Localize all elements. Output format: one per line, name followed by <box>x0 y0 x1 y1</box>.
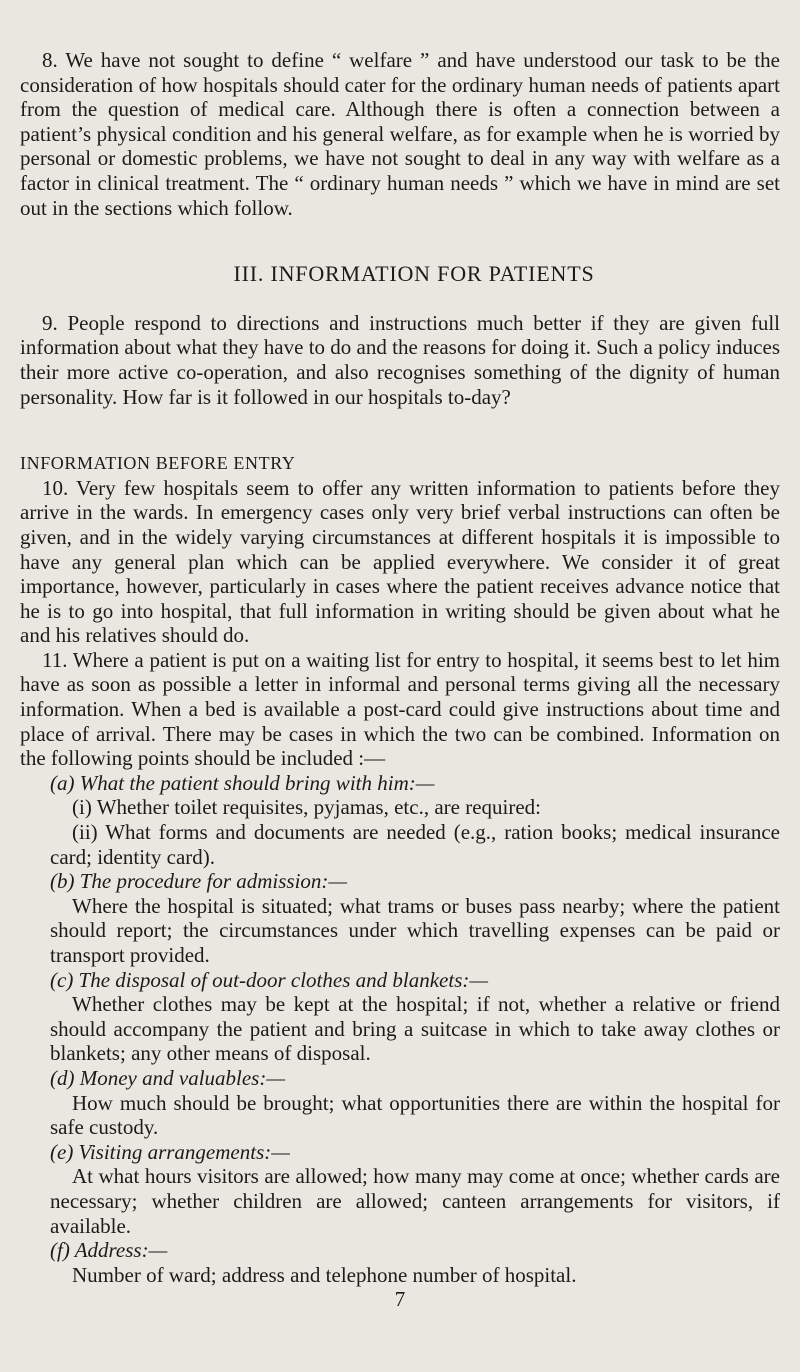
item-d-title: (d) Money and valuables:— <box>50 1065 286 1090</box>
item-a-line-ii: (ii) What forms and documents are needed (e.g., ration books; medical insurance card; identity card). <box>50 820 780 869</box>
item-a-line-i: (i) Whether toilet requisites, pyjamas, etc., are required: <box>72 795 542 820</box>
item-f-title: (f) Address:— <box>50 1238 168 1263</box>
item-d-text: How much should be brought; what opportunities there are within the hospital for safe custody. <box>50 1090 780 1140</box>
item-f-text: Number of ward; address and telephone number of hospital. <box>72 1262 577 1287</box>
paragraph-10: 10. Very few hospitals seem to offer any written information to patients before they arrive in the wards. In emergency cases only very brief verbal instructions can often be given, and in the widely varying circumstances at different hospitals it is impossible to have any general plan which can be applied everywhere. We consider it of great importance, however, particularly in cases where the patient receives advance notice that he is to go into hospital, that full information in writing should be given about what he and his relatives should do. <box>20 475 780 648</box>
item-title <box>50 1238 780 1263</box>
item-title <box>50 1066 780 1091</box>
paragraph-9: 9. People respond to directions and instructions much better if they are given full information about what they have to do and the reasons for doing it. Such a policy induces their more active co-operation, and also recognises something of the dignity of human personality. How far is it followed in our hospitals to-day? <box>20 310 780 409</box>
item-b-title: (b) The procedure for admission:— <box>50 869 348 894</box>
item-b <box>20 869 780 967</box>
item-e-text: At what hours visitors are allowed; how many may come at once; whether cards are necessary; whether children are allowed; canteen arrangements for visitors, if available. <box>50 1164 780 1238</box>
item-d <box>20 1066 780 1140</box>
item-title <box>50 771 780 796</box>
item-e-title: (e) Visiting arrangements:— <box>50 1139 290 1164</box>
paragraph-8: 8. We have not sought to define “ welfare ” and have understood our task to be the consideration of how hospitals should cater for the ordinary human needs of patients apart from the question of medical care. Although there is often a connection between a patient’s physical condition and his general welfare, as for example when he is worried by personal or domestic problems, we have not sought to deal in any way with welfare as a factor in clinical treatment. The “ ordinary human needs ” which we have in mind are set out in the sections which follow. <box>20 48 780 220</box>
item-b-text: Where the hospital is situated; what trams or buses pass nearby; where the patient should report; the circumstances under which travelling expenses can be paid or transport provided. <box>50 893 780 967</box>
item-f <box>20 1238 780 1287</box>
item-c-text: Whether clothes may be kept at the hospital; if not, whether a relative or friend should accompany the patient and bring a suitcase in which to take away clothes or blankets; any other means of disposal. <box>50 992 780 1066</box>
item-title <box>50 869 780 894</box>
item-e <box>20 1140 780 1238</box>
section-heading: III. INFORMATION FOR PATIENTS <box>233 261 595 287</box>
item-title <box>50 968 780 993</box>
item-title <box>50 1140 780 1165</box>
page-number: 7 <box>394 1287 406 1312</box>
item-c <box>20 968 780 1066</box>
item-c-title: (c) The disposal of out-door clothes and blankets:— <box>50 967 489 992</box>
item-a <box>20 771 780 869</box>
subheading-information-before-entry: INFORMATION BEFORE ENTRY <box>20 453 296 474</box>
paragraph-11: 11. Where a patient is put on a waiting list for entry to hospital, it seems best to let him have as soon as possible a letter in informal and personal terms giving all the necessary information. When a bed is available a post-card could give instructions about time and place of arrival. There may be cases in which the two can be combined. Information on the following points should be included :— <box>20 647 780 771</box>
item-a-title: (a) What the patient should bring with him:— <box>50 770 435 795</box>
